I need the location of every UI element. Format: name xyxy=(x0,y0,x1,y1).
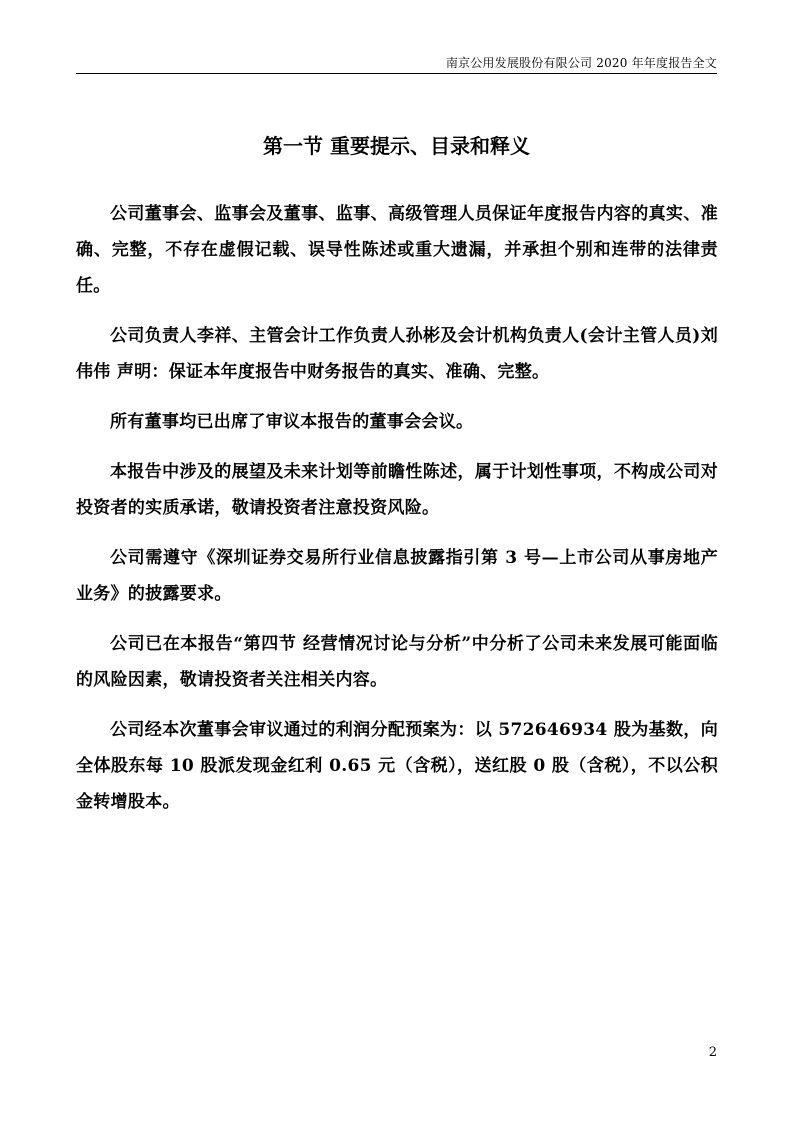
paragraph-responsibility-statement: 公司董事会、监事会及董事、监事、高级管理人员保证年度报告内容的真实、准确、完整，不存在虚假记载、误导性陈述或重大遗漏，并承担个别和连带的法律责任。 xyxy=(76,204,718,296)
paragraph-risk-factors: 公司已在本报告“第四节 经营情况讨论与分析”中分析了公司未来发展可能面临的风险因素，敬请投资者关注相关内容。 xyxy=(76,634,718,690)
paragraph-forward-looking-disclaimer: 本报告中涉及的展望及未来计划等前瞻性陈述，属于计划性事项，不构成公司对投资者的实质承诺，敬请投资者注意投资风险。 xyxy=(76,462,718,518)
section-title: 第一节 重要提示、目录和释义 xyxy=(263,134,530,158)
page-number: 2 xyxy=(708,1045,717,1060)
paragraph-financial-statement-declaration: 公司负责人李祥、主管会计工作负责人孙彬及会计机构负责人(会计主管人员)刘伟伟 声明：保证本年度报告中财务报告的真实、准确、完整。 xyxy=(76,326,718,382)
paragraph-profit-distribution: 公司经本次董事会审议通过的利润分配预案为：以 572646934 股为基数，向全体股东每 10 股派发现金红利 0.65 元（含税），送红股 0 股（含税），不以公积金转增股本。 xyxy=(76,720,718,812)
running-header: 南京公用发展股份有限公司 2020 年年度报告全文 xyxy=(445,56,717,70)
paragraph-disclosure-requirement: 公司需遵守《深圳证券交易所行业信息披露指引第 3 号—上市公司从事房地产业务》的披露要求。 xyxy=(76,548,718,604)
header-divider xyxy=(76,73,717,74)
document-body xyxy=(76,196,718,834)
paragraph-board-attendance: 所有董事均已出席了审议本报告的董事会会议。 xyxy=(110,412,474,432)
